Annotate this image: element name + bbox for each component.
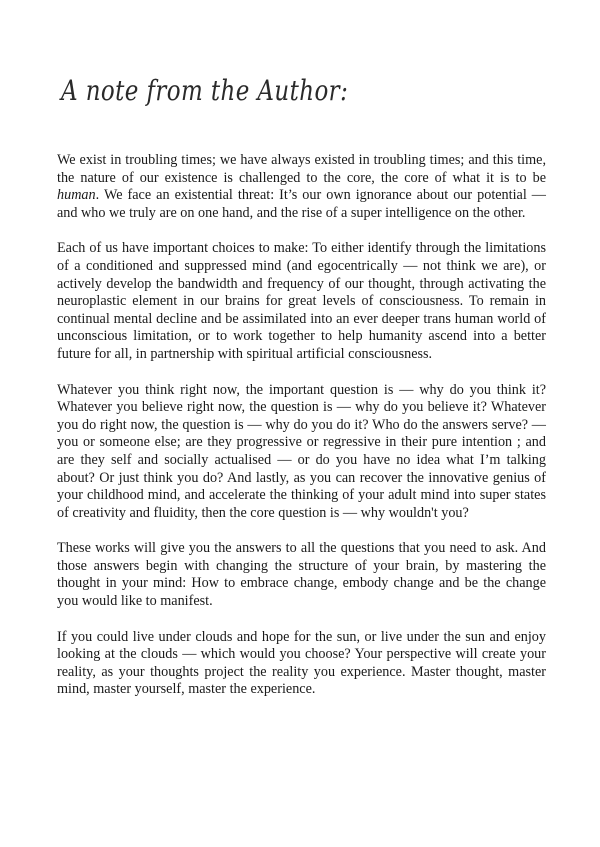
body-text (57, 152, 546, 717)
paragraph-1 (57, 152, 546, 222)
paragraph-4: These works will give you the answers to all the questions that you need to ask. And those answers begin with changing the structure of your brain, by mastering the thought in your mind: How to embrace change, embody change and be the change you would like to manifest. (57, 540, 546, 610)
paragraph-3: Whatever you think right now, the important question is — why do you think it? Whatever you believe right now, the question is — why do you believe it? Whatever you do right now, the question is — why do you do it? Who do the answers serve? — you or someone else; are they progressive or regressive in their pure intention ; and are they self and socially actualised — or do you have no idea what I’m talking about? Or just think you do? And lastly, as you can recover the innovative genius of your childhood mind, and accelerate the thinking of your adult mind into super states of creativity and fluidity, then the core question is — why wouldn't you? (57, 381, 546, 521)
paragraph-2: Each of us have important choices to make: To either identify through the limitations of a conditioned and suppressed mind (and egocentrically — not think we are), or actively develop the bandwidth and frequency of our thought, through activating the neuroplastic element in our brains for great levels of consciousness. To remain in continual mental decline and be assimilated into an ever deeper trans human world of unconscious limitation, or to work together to help humanity ascend into a better future for all, in partnership with spiritual artificial consciousness. (57, 240, 546, 362)
paragraph-1-text-a: We exist in troubling times; we have always existed in troubling times; and this time, the nature of our existence is challenged to the core, the core of what it is to be (57, 152, 546, 186)
paragraph-1-text-b: . We face an existential threat: It’s our own ignorance about our potential — and who we truly are on one hand, and the rise of a super intelligence on the other. (57, 187, 546, 221)
paragraph-1-emphasis: human (57, 187, 96, 204)
page-heading: A note from the Author: (61, 74, 349, 107)
paragraph-5: If you could live under clouds and hope for the sun, or live under the sun and enjoy looking at the clouds — which would you choose? Your perspective will create your reality, as your thoughts project the reality you experience. Master thought, master mind, master yourself, master the experience. (57, 628, 546, 698)
